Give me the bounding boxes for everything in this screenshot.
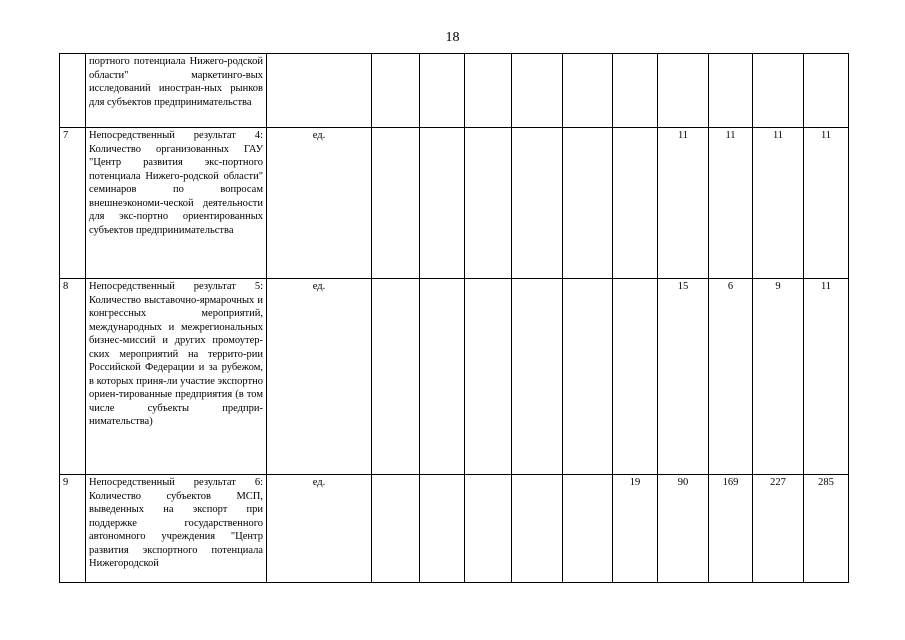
table-row — [60, 54, 849, 128]
row-number-cell — [60, 54, 86, 128]
value-cell: 19 — [613, 475, 658, 583]
value-cell — [563, 54, 613, 128]
unit-cell: ед. — [267, 279, 372, 475]
value-cell — [709, 54, 753, 128]
value-cell: 15 — [658, 279, 709, 475]
value-cell — [465, 475, 512, 583]
value-cell: 9 — [753, 279, 804, 475]
indicator-name-cell: Непосредственный результат 4: Количество организованных ГАУ "Центр развития экс-портного потенциала Нижего-родской области" семинаров по вопросам внешнеэкономи-ческой деятельности для экс-портно ориентированных субъектов предпринимательства — [86, 128, 267, 279]
unit-cell: ед. — [267, 128, 372, 279]
value-cell — [563, 475, 613, 583]
value-cell — [512, 475, 563, 583]
unit-cell: ед. — [267, 475, 372, 583]
value-cell — [512, 128, 563, 279]
value-cell: 11 — [658, 128, 709, 279]
value-cell — [613, 128, 658, 279]
indicator-name-cell: Непосредственный результат 5: Количество выставочно-ярмарочных и конгрессных мероприятий, международных и межрегиональных бизнес-миссий и других промоутер-ских мероприятий на террито-рии Российской Федерации и за рубежом, в которых приня-ли участие экспортно ориен-тированные предприятия (в том числе субъекты предпри-нимательства) — [86, 279, 267, 475]
value-cell: 11 — [804, 279, 849, 475]
value-cell: 11 — [804, 128, 849, 279]
table-row — [60, 128, 849, 279]
value-cell — [512, 279, 563, 475]
row-number-cell: 7 — [60, 128, 86, 279]
value-cell — [420, 475, 465, 583]
value-cell — [465, 128, 512, 279]
value-cell — [465, 54, 512, 128]
value-cell: 285 — [804, 475, 849, 583]
value-cell — [512, 54, 563, 128]
value-cell — [420, 54, 465, 128]
indicator-name-cell: портного потенциала Нижего-родской области" маркетинго-вых исследований иностран-ных рынков для субъектов предпринимательства — [86, 54, 267, 128]
value-cell — [372, 475, 420, 583]
table-row — [60, 475, 849, 583]
row-number-cell: 8 — [60, 279, 86, 475]
value-cell — [372, 279, 420, 475]
value-cell — [372, 128, 420, 279]
value-cell — [613, 279, 658, 475]
value-cell — [563, 128, 613, 279]
unit-cell — [267, 54, 372, 128]
value-cell — [465, 279, 512, 475]
value-cell — [372, 54, 420, 128]
indicators-table — [59, 53, 849, 583]
value-cell — [658, 54, 709, 128]
value-cell — [563, 279, 613, 475]
indicator-name-cell: Непосредственный результат 6: Количество субъектов МСП, выведенных на экспорт при поддержке государственного автономного учреждения "Центр развития экспортного потенциала Нижегородской — [86, 475, 267, 583]
value-cell — [420, 279, 465, 475]
value-cell: 6 — [709, 279, 753, 475]
value-cell — [753, 54, 804, 128]
value-cell — [804, 54, 849, 128]
value-cell: 227 — [753, 475, 804, 583]
row-number-cell: 9 — [60, 475, 86, 583]
value-cell — [420, 128, 465, 279]
value-cell — [613, 54, 658, 128]
value-cell: 90 — [658, 475, 709, 583]
value-cell: 11 — [709, 128, 753, 279]
value-cell: 169 — [709, 475, 753, 583]
table-row — [60, 279, 849, 475]
value-cell: 11 — [753, 128, 804, 279]
page-number: 18 — [445, 30, 460, 45]
